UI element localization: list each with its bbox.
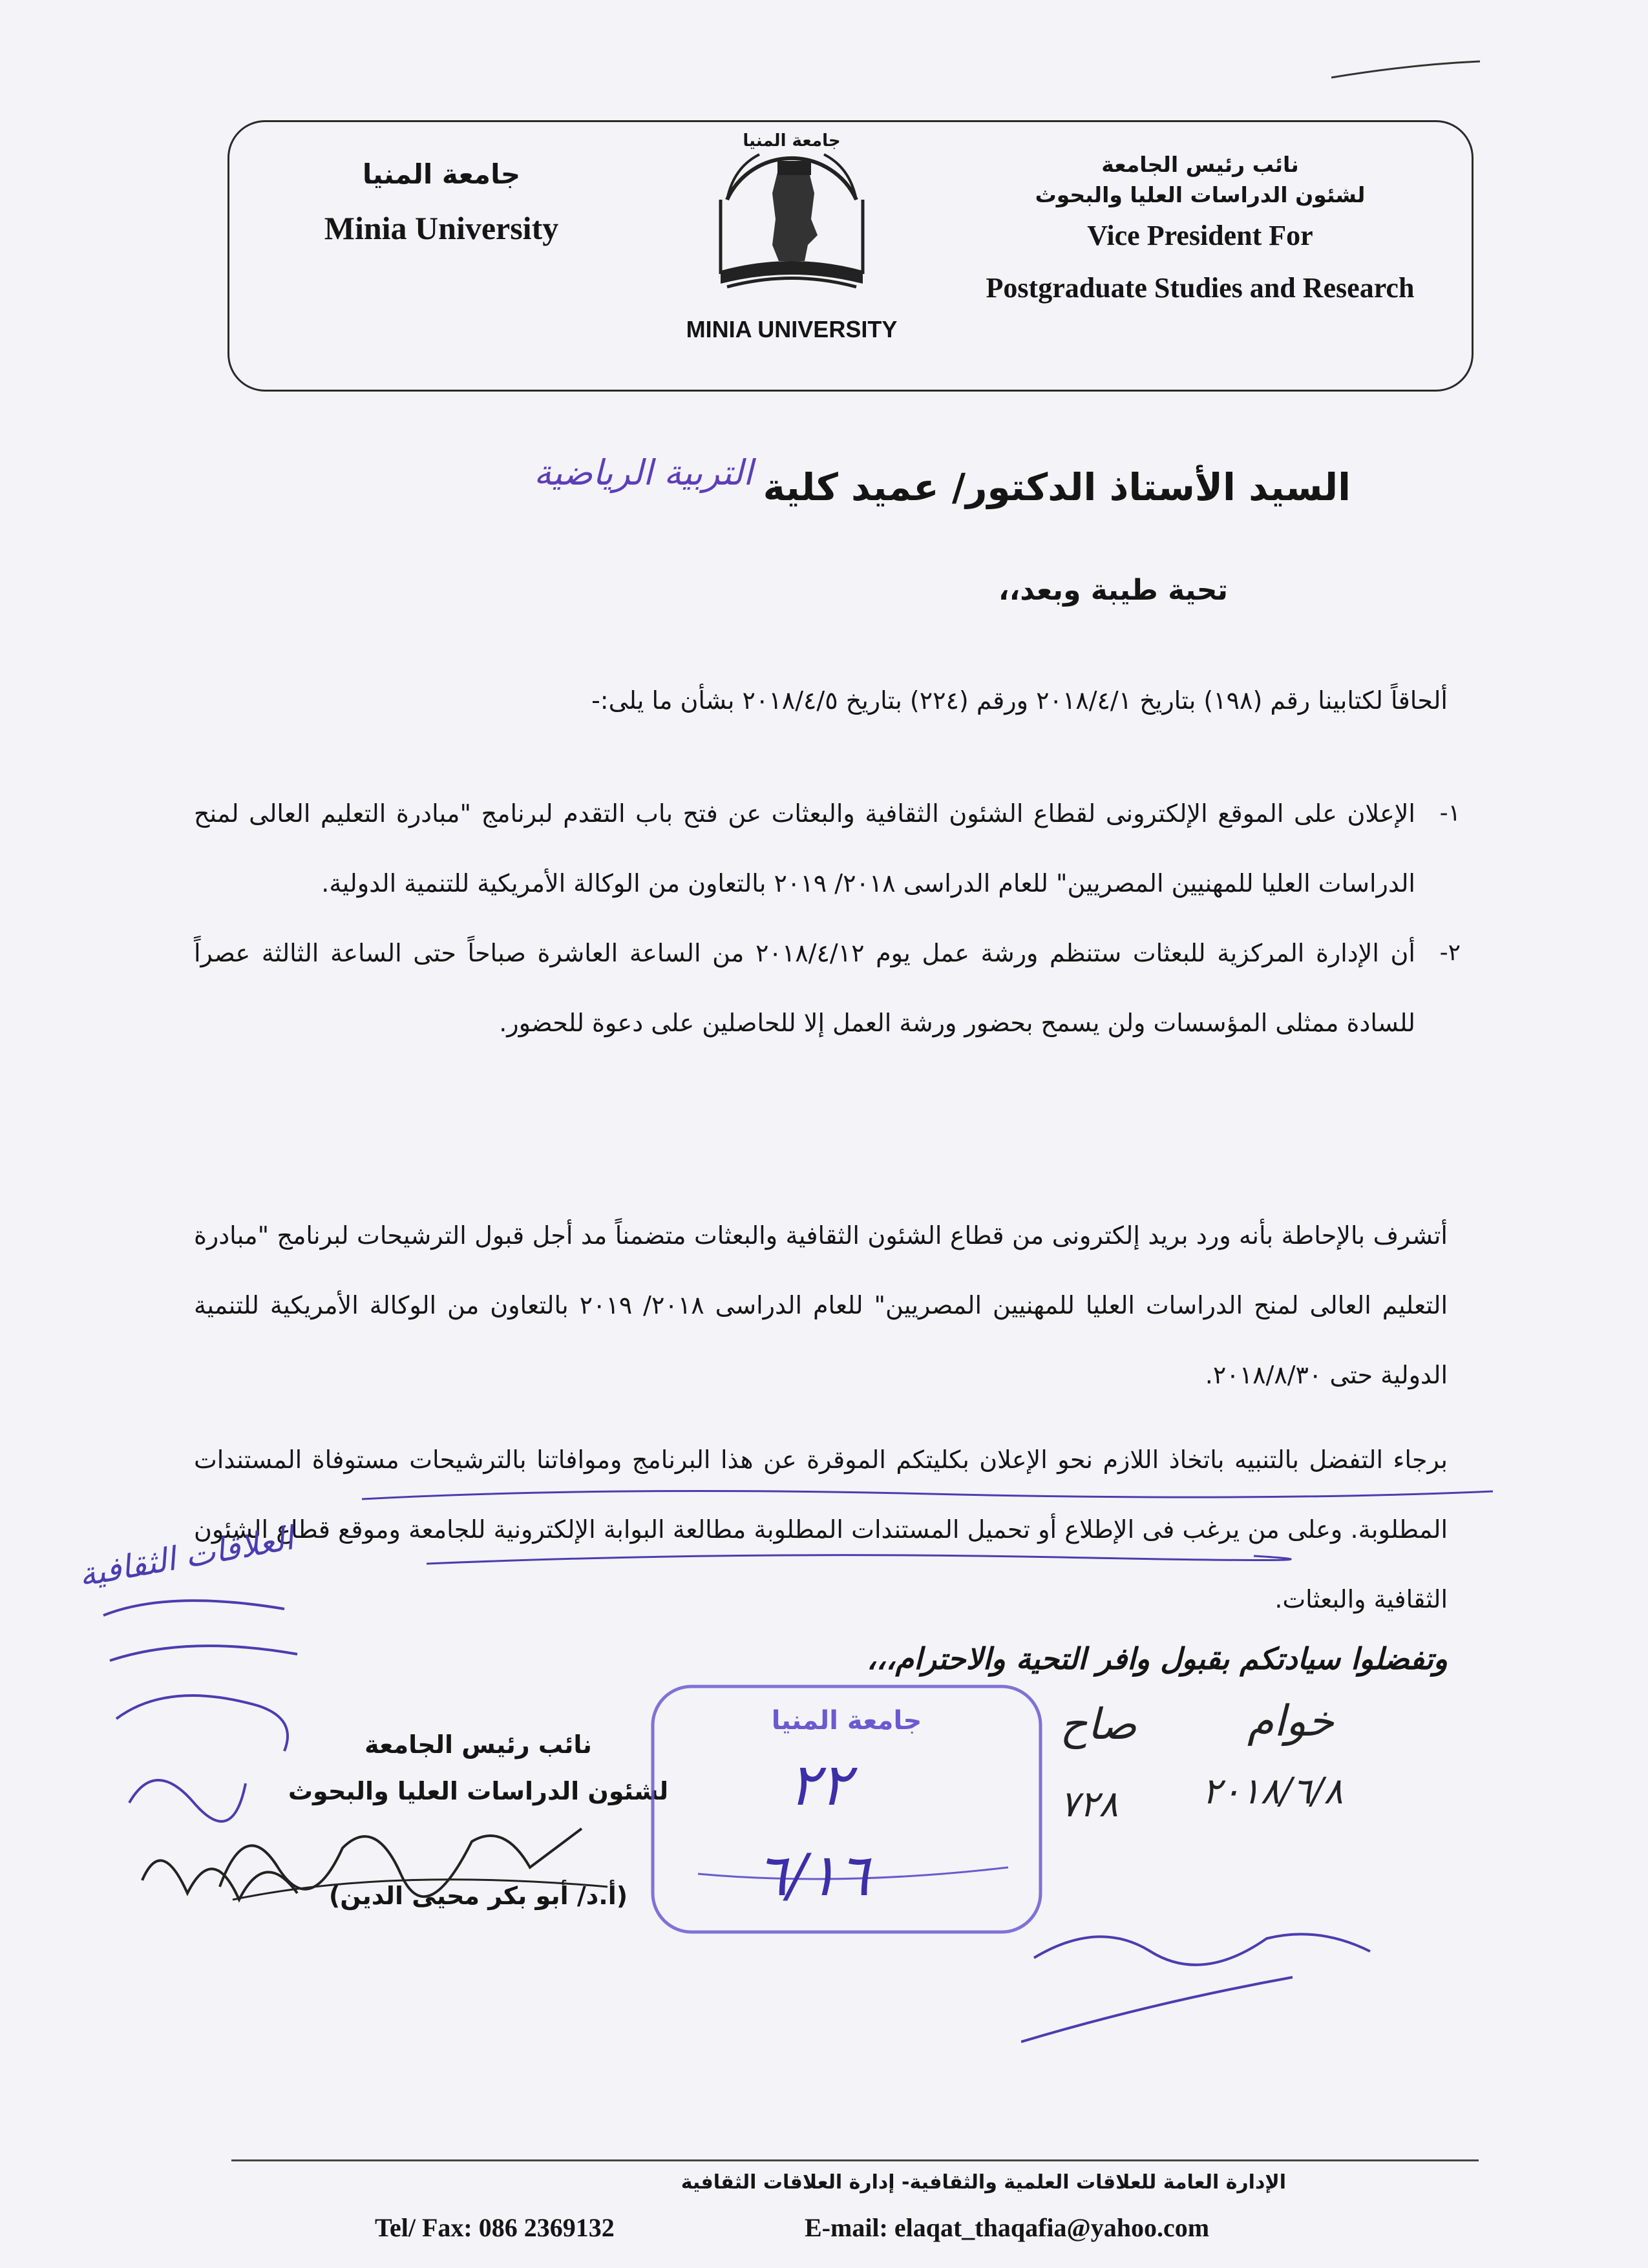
note-4: ٢٠١٨/٦/٨ — [1202, 1770, 1344, 1812]
university-name-ar: جامعة المنيا — [362, 158, 521, 190]
note-3: ٧٢٨ — [1060, 1783, 1119, 1825]
stamp-date: ٦/١٦ — [756, 1842, 870, 1909]
footer-divider — [231, 2159, 1479, 2161]
university-logo — [682, 122, 902, 342]
note-2: صاح — [1060, 1699, 1137, 1749]
margin-note: العلاقات الثقافية — [76, 1519, 297, 1594]
footer-email: E-mail: elaqat_thaqafia@yahoo.com — [805, 2213, 1210, 2242]
list-item — [194, 779, 1461, 918]
pen-underline-marks — [349, 1486, 1512, 1577]
vp-subtitle-en: Postgraduate Studies and Research — [986, 272, 1415, 304]
footer-phone: Tel/ Fax: 086 2369132 — [375, 2213, 615, 2242]
letterhead-box — [227, 120, 1474, 392]
signer-title: نائب رئيس الجامعة — [364, 1730, 592, 1759]
stamp-text: جامعة المنيا — [771, 1706, 922, 1736]
logo-arc-text: جامعة المنيا — [743, 131, 841, 151]
para2-text: أتشرف بالإحاطة بأنه ورد بريد إلكترونى من قطاع الشئون الثقافية والبعثات متضمناً مد أجل قبول الترشيحات لبرنامج "مبادرة التعليم العالى لمنح الدراسات العليا للمهنيين المصريين" للعام الدراسى ٢٠١٨/ ٢٠١٩ بالتعاون من الوكالة الأمريكية للتنمية الدولية حتى ٢٠١٨/٨/٣٠. — [194, 1221, 1448, 1389]
letterhead-left — [293, 148, 590, 247]
item-number: ٢- — [1439, 940, 1461, 966]
item-text: الإعلان على الموقع الإلكترونى لقطاع الشئون الثقافية والبعثات عن فتح باب التقدم لبرنامج "مبادرة التعليم العالى لمنح الدراسات العليا للمهنيين المصريين" للعام الدراسى ٢٠١٨/ ٢٠١٩ بالتعاون من الوكالة الأمريكية للتنمية الدولية. — [194, 799, 1415, 898]
closing-line: وتفضلوا سيادتكم بقبول وافر التحية والاحترام،،، — [867, 1641, 1448, 1676]
bottom-purple-scribble — [1021, 1906, 1474, 2061]
body-paragraph-2 — [194, 1201, 1448, 1410]
signer-name: (أ.د/ أبو بكر محيى الدين) — [328, 1882, 628, 1910]
note-1: خوام — [1247, 1696, 1335, 1746]
vp-subtitle-ar: لشئون الدراسات العليا والبحوث — [1035, 182, 1366, 207]
greeting: تحية طيبة وبعد،، — [998, 574, 1228, 607]
numbered-items — [194, 779, 1461, 1058]
list-item — [194, 918, 1461, 1058]
footer-department: الإدارة العامة للعلاقات العلمية والثقافية- إدارة العلاقات الثقافية — [681, 2171, 1286, 2194]
nefertiti-logo-icon — [682, 122, 902, 316]
para3-text: برجاء التفضل بالتنبيه باتخاذ اللازم نحو الإعلان بكليتكم الموقرة عن هذا البرنامج وموافاتنا بالترشيحات مستوفاة المستندات المطلوبة. وعلى من يرغب فى الإطلاع أو تحميل المستندات المطلوبة مطالعة البوابة الإلكترونية للجامعة وموقع قطاع الشئون الثقافية والبعثات. — [194, 1445, 1448, 1613]
margin-scribbles — [90, 1590, 323, 1951]
vp-title-en: Vice President For — [1087, 220, 1313, 251]
recipient-line: السيد الأستاذ الدكتور/ عميد كلية — [763, 465, 1351, 509]
stamp-number: ٢٢ — [788, 1751, 851, 1819]
item-text: أن الإدارة المركزية للبعثات ستنظم ورشة عمل يوم ٢٠١٨/٤/١٢ من الساعة العاشرة صباحاً حتى الساعة الثالثة عصراً للسادة ممثلى المؤسسات ولن يسمح بحضور ورشة العمل إلا للحاصلين على دعوة للحضور. — [194, 939, 1415, 1037]
receipt-stamp — [646, 1680, 1047, 1938]
letterhead-right — [955, 142, 1446, 304]
top-pen-mark — [1331, 58, 1486, 84]
intro-text: ألحاقاً لكتابينا رقم (١٩٨) بتاريخ ٢٠١٨/٤/١ ورقم (٢٢٤) بتاريخ ٢٠١٨/٤/٥ بشأن ما يلى:- — [591, 686, 1448, 715]
item-number: ١- — [1439, 800, 1461, 826]
vp-title-ar: نائب رئيس الجامعة — [1101, 152, 1299, 177]
intro-paragraph — [194, 666, 1448, 735]
signer-subtitle: لشئون الدراسات العليا والبحوث — [288, 1777, 669, 1805]
university-name-en: Minia University — [324, 210, 559, 246]
recipient-handwritten: التربية الرياضية — [534, 452, 753, 493]
logo-caption: MINIA UNIVERSITY — [686, 316, 898, 342]
